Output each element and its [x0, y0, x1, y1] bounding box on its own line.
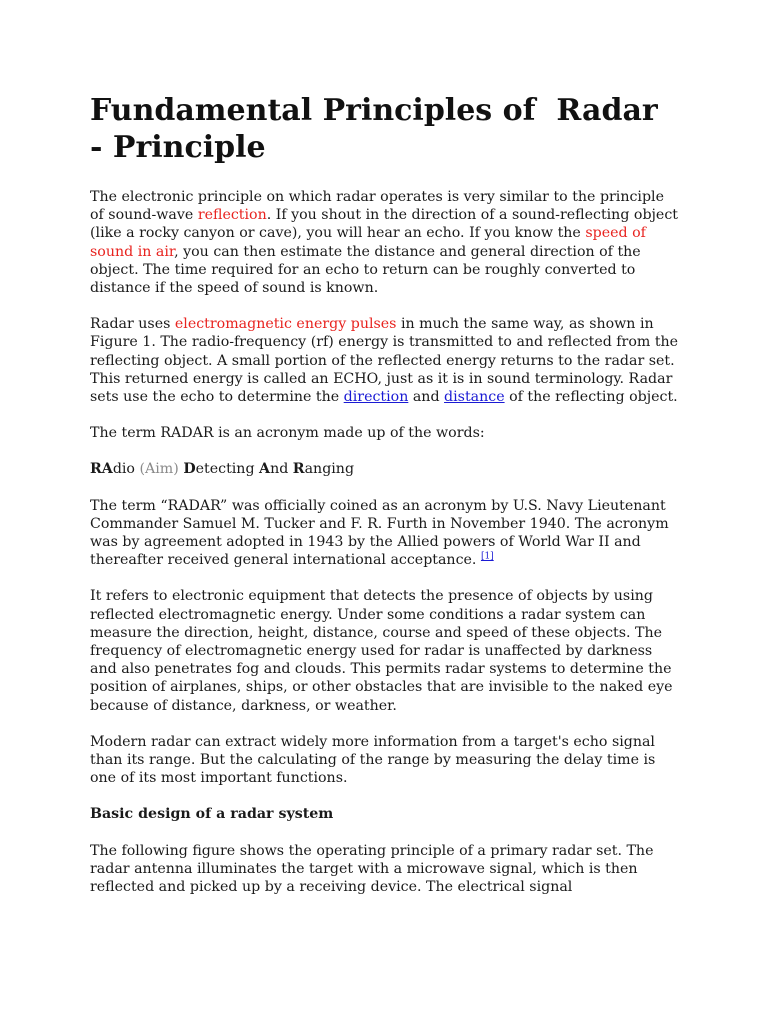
highlight-em-pulses: electromagnetic energy pulses [174, 316, 397, 333]
footnote-ref [481, 552, 494, 562]
acronym-line [90, 460, 680, 478]
acronym-letter: D [183, 461, 196, 478]
text-segment: in much the same way, as shown in Figure 1. The radio-frequency (rf) energy is transmitted to and reflected from the reflecting object. A small portion of the reflected energy returns to the radar set. This returned energy is called an ECHO, just as it is in sound terminology. Radar sets use the echo to determine the [90, 316, 679, 406]
acronym-letter: A [259, 461, 271, 478]
text-segment: and [408, 389, 445, 406]
paragraph-definition: It refers to electronic equipment that detects the presence of objects by using reflected electromagnetic energy. Under some conditions a radar system can measure the direction, height, distance, course and speed of these objects. The frequency of electromagnetic energy used for radar is unaffected by darkness and also penetrates fog and clouds. This permits radar systems to determine the position of airplanes, ships, or other obstacles that are invisible to the naked eye because of distance, darkness, or weather. [90, 588, 673, 714]
acronym-letter: R [292, 461, 305, 478]
text-segment: of the reflecting object. [504, 389, 678, 406]
text-segment: The electronic principle on which radar operates is very similar to the principle of sound-wave [90, 189, 664, 224]
acronym-aim: (Aim) [139, 461, 179, 478]
paragraph-basic-design: The following figure shows the operating principle of a primary radar set. The radar antenna illuminates the target with a microwave signal, which is then reflected and picked up by a receiving device. The electrical signal [90, 842, 654, 896]
direction-link[interactable]: direction [343, 389, 409, 406]
acronym-rest: anging [304, 461, 355, 478]
paragraph-sound-principle [90, 188, 680, 297]
paragraph-radar-uses [90, 315, 680, 406]
acronym-letter: RA [90, 461, 113, 478]
footnote-link[interactable]: [1] [480, 551, 494, 562]
text-segment: The term “RADAR” was officially coined as an acronym by U.S. Navy Lieutenant Commander Samuel M. Tucker and F. R. Furth in November 1940. The acronym was by agreement adopted in 1943 by the Allied powers of World War II and thereafter received general international acceptance. [90, 497, 669, 569]
section-heading: Basic design of a radar system [90, 806, 334, 823]
paragraph-acronym-intro: The term RADAR is an acronym made up of the words: [90, 425, 485, 442]
highlight-speed-of-sound: speed of sound in air [90, 225, 646, 260]
document-page [90, 92, 680, 914]
text-segment: , you can then estimate the distance and general direction of the object. The time required for an echo to return can be roughly converted to distance if the speed of sound is known. [90, 243, 641, 297]
distance-link[interactable]: distance [444, 389, 505, 406]
acronym-rest: dio [112, 461, 140, 478]
paragraph-modern-radar: Modern radar can extract widely more information from a target's echo signal than its range. But the calculating of the range by measuring the delay time is one of its most important functions. [90, 733, 656, 787]
text-segment: . If you shout in the direction of a sound-reflecting object (like a rocky canyon or cave), you will hear an echo. If you know the [90, 207, 678, 242]
page-title: Fundamental Principles of Radar - Principle [90, 93, 669, 165]
highlight-reflection: reflection [197, 207, 267, 224]
acronym-rest: etecting [195, 461, 260, 478]
acronym-rest: nd [270, 461, 293, 478]
paragraph-term-history [90, 497, 680, 570]
text-segment: Radar uses [90, 316, 175, 333]
